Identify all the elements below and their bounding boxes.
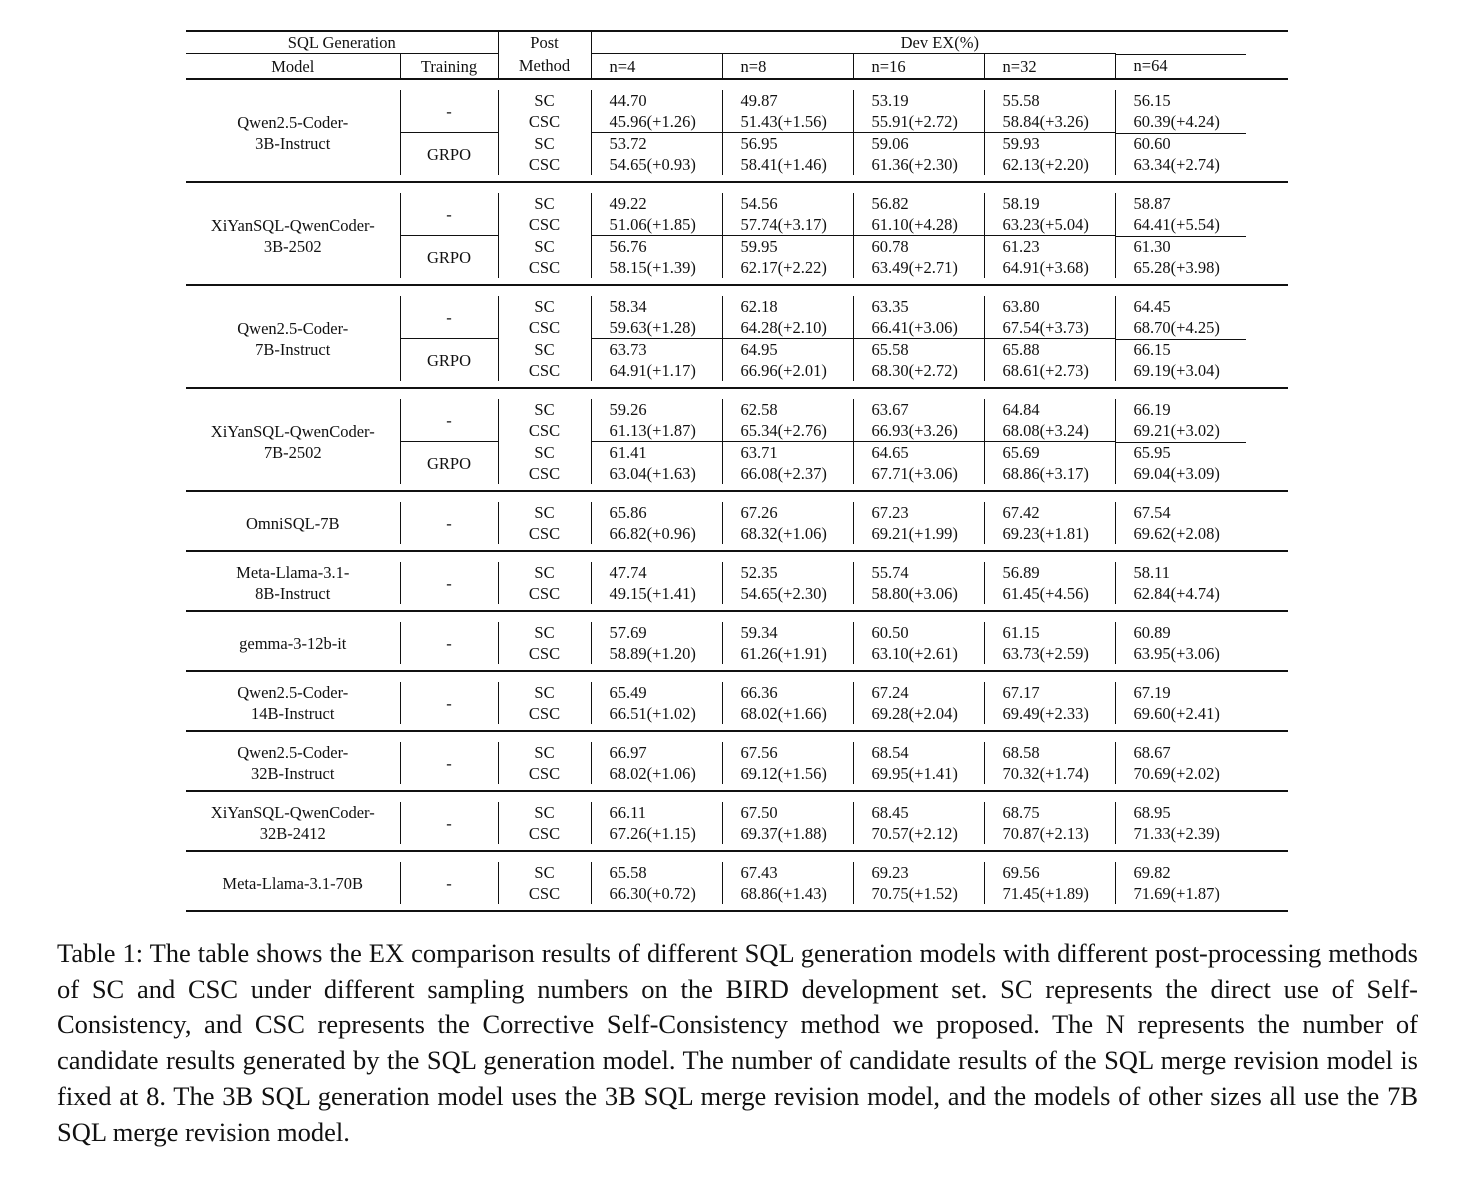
ex-value: 69.49(+2.33) [984, 703, 1115, 724]
training-method: GRPO [400, 133, 498, 176]
ex-value: 69.12(+1.56) [722, 763, 853, 784]
ex-value: 61.36(+2.30) [853, 154, 984, 175]
header-model: Model [186, 54, 400, 80]
ex-value: 67.54(+3.73) [984, 317, 1115, 339]
ex-value: 56.82 [853, 193, 984, 214]
ex-value: 47.74 [591, 562, 722, 583]
ex-value: 49.22 [591, 193, 722, 214]
post-method: SC [498, 133, 591, 155]
training-method: GRPO [400, 339, 498, 382]
results-table [186, 30, 1288, 912]
ex-value: 59.34 [722, 622, 853, 643]
ex-value: 60.78 [853, 236, 984, 258]
group-bottom-padding [186, 844, 1288, 851]
table-row [186, 90, 1288, 111]
model-name [186, 682, 400, 724]
model-name-line: XiYanSQL-QwenCoder- [210, 421, 375, 441]
group-bottom-padding [186, 604, 1288, 611]
ex-value: 54.65(+0.93) [591, 154, 722, 175]
ex-value: 62.17(+2.22) [722, 257, 853, 278]
ex-value: 68.70(+4.25) [1115, 317, 1288, 339]
training-method: - [400, 90, 498, 133]
ex-value: 59.63(+1.28) [591, 317, 722, 339]
table-row [186, 296, 1288, 317]
model-name [186, 399, 400, 484]
ex-value: 63.73(+2.59) [984, 643, 1115, 664]
post-method: CSC [498, 883, 591, 904]
ex-value: 69.82 [1115, 862, 1288, 883]
group-separator [186, 491, 1288, 502]
post-method: SC [498, 193, 591, 214]
ex-value: 54.56 [722, 193, 853, 214]
model-name-line: Qwen2.5-Coder- [237, 683, 349, 702]
ex-value: 69.37(+1.88) [722, 823, 853, 844]
ex-value: 66.96(+2.01) [722, 360, 853, 381]
model-name-line: Meta-Llama-3.1- [236, 563, 350, 582]
model-name-line: Qwen2.5-Coder- [237, 743, 349, 762]
model-name [186, 296, 400, 381]
header-n4: n=4 [591, 54, 722, 80]
model-name [186, 502, 400, 544]
ex-value: 68.95 [1115, 802, 1288, 823]
table-row [186, 862, 1288, 883]
ex-value: 60.39(+4.24) [1115, 111, 1288, 133]
ex-value: 62.13(+2.20) [984, 154, 1115, 175]
ex-value: 63.67 [853, 399, 984, 420]
group-separator [186, 791, 1288, 802]
ex-value: 64.65 [853, 442, 984, 464]
ex-value: 66.82(+0.96) [591, 523, 722, 544]
ex-value: 64.91(+3.68) [984, 257, 1115, 278]
header-n16: n=16 [853, 54, 984, 80]
post-method: SC [498, 296, 591, 317]
post-method: SC [498, 622, 591, 643]
ex-value: 69.04(+3.09) [1115, 463, 1288, 484]
ex-value: 51.43(+1.56) [722, 111, 853, 133]
table-row [186, 742, 1288, 763]
ex-value: 62.58 [722, 399, 853, 420]
ex-value: 45.96(+1.26) [591, 111, 722, 133]
ex-value: 63.95(+3.06) [1115, 643, 1288, 664]
post-method: SC [498, 90, 591, 111]
ex-value: 67.50 [722, 802, 853, 823]
ex-value-text: 66.15 [1133, 339, 1171, 359]
ex-value: 68.61(+2.73) [984, 360, 1115, 381]
model-name-line: Qwen2.5-Coder- [237, 112, 349, 132]
ex-value: 52.35 [722, 562, 853, 583]
ex-value: 56.89 [984, 562, 1115, 583]
post-method: CSC [498, 823, 591, 844]
ex-value: 66.08(+2.37) [722, 463, 853, 484]
ex-value: 71.33(+2.39) [1115, 823, 1288, 844]
group-bottom-padding [186, 904, 1288, 911]
ex-value: 63.10(+2.61) [853, 643, 984, 664]
ex-value: 66.36 [722, 682, 853, 703]
header-n32: n=32 [984, 54, 1115, 80]
ex-value: 69.23(+1.81) [984, 523, 1115, 544]
ex-value: 67.56 [722, 742, 853, 763]
model-name-line: Meta-Llama-3.1-70B [222, 873, 364, 893]
ex-value: 66.30(+0.72) [591, 883, 722, 904]
ex-value: 57.69 [591, 622, 722, 643]
ex-value: 70.87(+2.13) [984, 823, 1115, 844]
ex-value: 71.69(+1.87) [1115, 883, 1288, 904]
header-dev-ex: Dev EX(%) [591, 31, 1288, 54]
ex-value: 68.54 [853, 742, 984, 763]
model-name-line: 7B-Instruct [255, 339, 331, 359]
ex-value: 59.93 [984, 133, 1115, 155]
table-row [186, 562, 1288, 583]
header-training: Training [400, 54, 498, 80]
ex-value-text: 61.30 [1133, 236, 1171, 256]
results-table-container [186, 30, 1288, 912]
post-method: SC [498, 802, 591, 823]
ex-value: 60.50 [853, 622, 984, 643]
training-method: - [400, 502, 498, 544]
training-method: - [400, 862, 498, 904]
ex-value: 68.30(+2.72) [853, 360, 984, 381]
header-sql-generation: SQL Generation [186, 31, 498, 54]
post-method: SC [498, 339, 591, 361]
ex-value: 67.54 [1115, 502, 1288, 523]
ex-value: 58.11 [1115, 562, 1288, 583]
ex-value: 61.41 [591, 442, 722, 464]
training-method: - [400, 682, 498, 724]
header-method: Method [498, 54, 591, 80]
ex-value: 61.23 [984, 236, 1115, 258]
post-method: CSC [498, 154, 591, 175]
model-name [186, 742, 400, 784]
post-method: SC [498, 236, 591, 258]
ex-value: 68.02(+1.06) [591, 763, 722, 784]
post-method: CSC [498, 111, 591, 133]
ex-value: 65.58 [853, 339, 984, 361]
ex-value: 53.19 [853, 90, 984, 111]
table-header [186, 31, 1288, 79]
ex-value: 69.23 [853, 862, 984, 883]
ex-value: 68.32(+1.06) [722, 523, 853, 544]
ex-value: 63.80 [984, 296, 1115, 317]
ex-value: 64.84 [984, 399, 1115, 420]
ex-value: 61.45(+4.56) [984, 583, 1115, 604]
training-method: - [400, 742, 498, 784]
model-name-line: XiYanSQL-QwenCoder- [210, 803, 375, 822]
model-name-line: 14B-Instruct [251, 704, 335, 723]
ex-value: 61.26(+1.91) [722, 643, 853, 664]
ex-value: 63.35 [853, 296, 984, 317]
ex-value: 70.69(+2.02) [1115, 763, 1288, 784]
ex-value: 63.73 [591, 339, 722, 361]
ex-value: 67.26 [722, 502, 853, 523]
ex-value: 71.45(+1.89) [984, 883, 1115, 904]
post-method: SC [498, 562, 591, 583]
ex-value: 66.97 [591, 742, 722, 763]
ex-value: 66.19 [1115, 399, 1288, 420]
table-row [186, 802, 1288, 823]
ex-value: 65.49 [591, 682, 722, 703]
ex-value [1115, 133, 1288, 155]
ex-value: 54.65(+2.30) [722, 583, 853, 604]
model-name-line: 32B-2412 [259, 824, 326, 843]
model-name-line: 3B-2502 [263, 236, 322, 256]
group-bottom-padding [186, 175, 1288, 182]
post-method: CSC [498, 703, 591, 724]
header-post: Post [498, 31, 591, 54]
ex-value: 49.15(+1.41) [591, 583, 722, 604]
ex-value: 65.69 [984, 442, 1115, 464]
ex-value: 68.02(+1.66) [722, 703, 853, 724]
ex-value: 69.56 [984, 862, 1115, 883]
ex-value: 63.23(+5.04) [984, 214, 1115, 236]
ex-value [1115, 339, 1288, 361]
group-separator [186, 182, 1288, 193]
ex-value: 58.87 [1115, 193, 1288, 214]
ex-value: 51.06(+1.85) [591, 214, 722, 236]
ex-value: 69.21(+3.02) [1115, 420, 1288, 442]
model-name-line: 8B-Instruct [255, 584, 331, 603]
ex-value: 59.95 [722, 236, 853, 258]
model-name-line: Qwen2.5-Coder- [237, 318, 349, 338]
model-name [186, 90, 400, 175]
ex-value: 63.71 [722, 442, 853, 464]
group-separator [186, 551, 1288, 562]
ex-value: 65.58 [591, 862, 722, 883]
post-method: CSC [498, 643, 591, 664]
ex-value: 58.41(+1.46) [722, 154, 853, 175]
ex-value: 68.58 [984, 742, 1115, 763]
ex-value: 58.89(+1.20) [591, 643, 722, 664]
table-row [186, 193, 1288, 214]
ex-value: 64.91(+1.17) [591, 360, 722, 381]
group-separator [186, 79, 1288, 90]
post-method: SC [498, 742, 591, 763]
ex-value: 69.60(+2.41) [1115, 703, 1288, 724]
group-separator [186, 285, 1288, 296]
table-row [186, 622, 1288, 643]
group-separator [186, 731, 1288, 742]
ex-value: 55.74 [853, 562, 984, 583]
ex-value: 67.42 [984, 502, 1115, 523]
group-bottom-padding [186, 484, 1288, 491]
post-method: SC [498, 502, 591, 523]
ex-value: 69.62(+2.08) [1115, 523, 1288, 544]
ex-value: 70.57(+2.12) [853, 823, 984, 844]
ex-value: 67.26(+1.15) [591, 823, 722, 844]
ex-value: 68.75 [984, 802, 1115, 823]
post-method: CSC [498, 583, 591, 604]
table-row [186, 682, 1288, 703]
ex-value-text: 60.60 [1133, 133, 1171, 153]
training-method: - [400, 622, 498, 664]
model-name-line: 7B-2502 [263, 442, 322, 462]
ex-value: 67.43 [722, 862, 853, 883]
post-method: SC [498, 442, 591, 464]
ex-value: 70.75(+1.52) [853, 883, 984, 904]
model-name [186, 862, 400, 904]
ex-value: 53.72 [591, 133, 722, 155]
ex-value: 68.86(+3.17) [984, 463, 1115, 484]
ex-value: 65.86 [591, 502, 722, 523]
model-name [186, 562, 400, 604]
post-method: SC [498, 682, 591, 703]
group-separator [186, 671, 1288, 682]
ex-value: 67.17 [984, 682, 1115, 703]
post-method: SC [498, 862, 591, 883]
ex-value: 67.24 [853, 682, 984, 703]
post-method: CSC [498, 257, 591, 278]
model-name-line: 3B-Instruct [255, 133, 331, 153]
training-method: GRPO [400, 236, 498, 279]
ex-value: 63.04(+1.63) [591, 463, 722, 484]
ex-value [1115, 442, 1288, 464]
group-bottom-padding [186, 664, 1288, 671]
ex-value: 66.41(+3.06) [853, 317, 984, 339]
ex-value: 63.49(+2.71) [853, 257, 984, 278]
ex-value: 66.51(+1.02) [591, 703, 722, 724]
ex-value: 68.86(+1.43) [722, 883, 853, 904]
ex-value: 64.28(+2.10) [722, 317, 853, 339]
ex-value: 57.74(+3.17) [722, 214, 853, 236]
training-method: - [400, 562, 498, 604]
model-name-line: 32B-Instruct [251, 764, 335, 783]
model-name [186, 193, 400, 278]
ex-value: 56.95 [722, 133, 853, 155]
model-name-line: OmniSQL-7B [245, 513, 340, 533]
ex-value: 68.67 [1115, 742, 1288, 763]
ex-value: 63.34(+2.74) [1115, 154, 1288, 175]
group-bottom-padding [186, 724, 1288, 731]
model-name-line: gemma-3-12b-it [239, 633, 347, 653]
post-method: CSC [498, 420, 591, 442]
post-method: CSC [498, 523, 591, 544]
ex-value: 61.13(+1.87) [591, 420, 722, 442]
ex-value-text: 65.95 [1133, 442, 1171, 462]
ex-value: 58.80(+3.06) [853, 583, 984, 604]
ex-value: 58.84(+3.26) [984, 111, 1115, 133]
group-separator [186, 388, 1288, 399]
ex-value: 62.18 [722, 296, 853, 317]
header-n64-label: n=64 [1133, 56, 1168, 76]
post-method: CSC [498, 317, 591, 339]
post-method: CSC [498, 763, 591, 784]
table-body [186, 79, 1288, 911]
header-n64 [1115, 54, 1288, 80]
ex-value: 59.06 [853, 133, 984, 155]
ex-value: 69.28(+2.04) [853, 703, 984, 724]
ex-value: 56.76 [591, 236, 722, 258]
post-method: SC [498, 399, 591, 420]
ex-value: 70.32(+1.74) [984, 763, 1115, 784]
ex-value: 66.93(+3.26) [853, 420, 984, 442]
ex-value: 61.10(+4.28) [853, 214, 984, 236]
ex-value: 62.84(+4.74) [1115, 583, 1288, 604]
ex-value: 68.08(+3.24) [984, 420, 1115, 442]
ex-value: 65.88 [984, 339, 1115, 361]
training-method: - [400, 399, 498, 442]
ex-value: 64.45 [1115, 296, 1288, 317]
ex-value: 69.95(+1.41) [853, 763, 984, 784]
group-bottom-padding [186, 784, 1288, 791]
table-row [186, 399, 1288, 420]
group-bottom-padding [186, 381, 1288, 388]
ex-value: 68.45 [853, 802, 984, 823]
model-name [186, 802, 400, 844]
ex-value: 49.87 [722, 90, 853, 111]
ex-value [1115, 236, 1288, 258]
ex-value: 56.15 [1115, 90, 1288, 111]
model-name-line: XiYanSQL-QwenCoder- [210, 215, 375, 235]
training-method: - [400, 802, 498, 844]
group-separator [186, 851, 1288, 862]
training-method: - [400, 296, 498, 339]
post-method: CSC [498, 214, 591, 236]
post-method: CSC [498, 463, 591, 484]
ex-value: 58.34 [591, 296, 722, 317]
ex-value: 64.41(+5.54) [1115, 214, 1288, 236]
ex-value: 55.58 [984, 90, 1115, 111]
ex-value: 69.19(+3.04) [1115, 360, 1288, 381]
ex-value: 66.11 [591, 802, 722, 823]
ex-value: 61.15 [984, 622, 1115, 643]
ex-value: 64.95 [722, 339, 853, 361]
post-method: CSC [498, 360, 591, 381]
model-name [186, 622, 400, 664]
ex-value: 44.70 [591, 90, 722, 111]
ex-value: 55.91(+2.72) [853, 111, 984, 133]
ex-value: 60.89 [1115, 622, 1288, 643]
header-n8: n=8 [722, 54, 853, 80]
training-method: GRPO [400, 442, 498, 485]
ex-value: 65.34(+2.76) [722, 420, 853, 442]
table-row [186, 502, 1288, 523]
ex-value: 67.23 [853, 502, 984, 523]
training-method: - [400, 193, 498, 236]
ex-value: 65.28(+3.98) [1115, 257, 1288, 278]
ex-value: 67.71(+3.06) [853, 463, 984, 484]
group-separator [186, 611, 1288, 622]
group-bottom-padding [186, 544, 1288, 551]
ex-value: 58.19 [984, 193, 1115, 214]
ex-value: 67.19 [1115, 682, 1288, 703]
ex-value: 59.26 [591, 399, 722, 420]
group-bottom-padding [186, 278, 1288, 285]
ex-value: 69.21(+1.99) [853, 523, 984, 544]
ex-value: 58.15(+1.39) [591, 257, 722, 278]
table-caption: Table 1: The table shows the EX comparison results of different SQL generation models with different post-processing methods of SC and CSC under different sampling numbers on the BIRD development set. SC represents the direct use of Self-Consistency, and CSC represents the Corrective Self-Consistency method we proposed. The N represents the number of candidate results generated by the SQL generation model. The number of candidate results of the SQL merge revision model is fixed at 8. The 3B SQL generation model uses the 3B SQL merge revision model, and the models of other sizes all use the 7B SQL merge revision model. [57, 938, 1418, 1147]
